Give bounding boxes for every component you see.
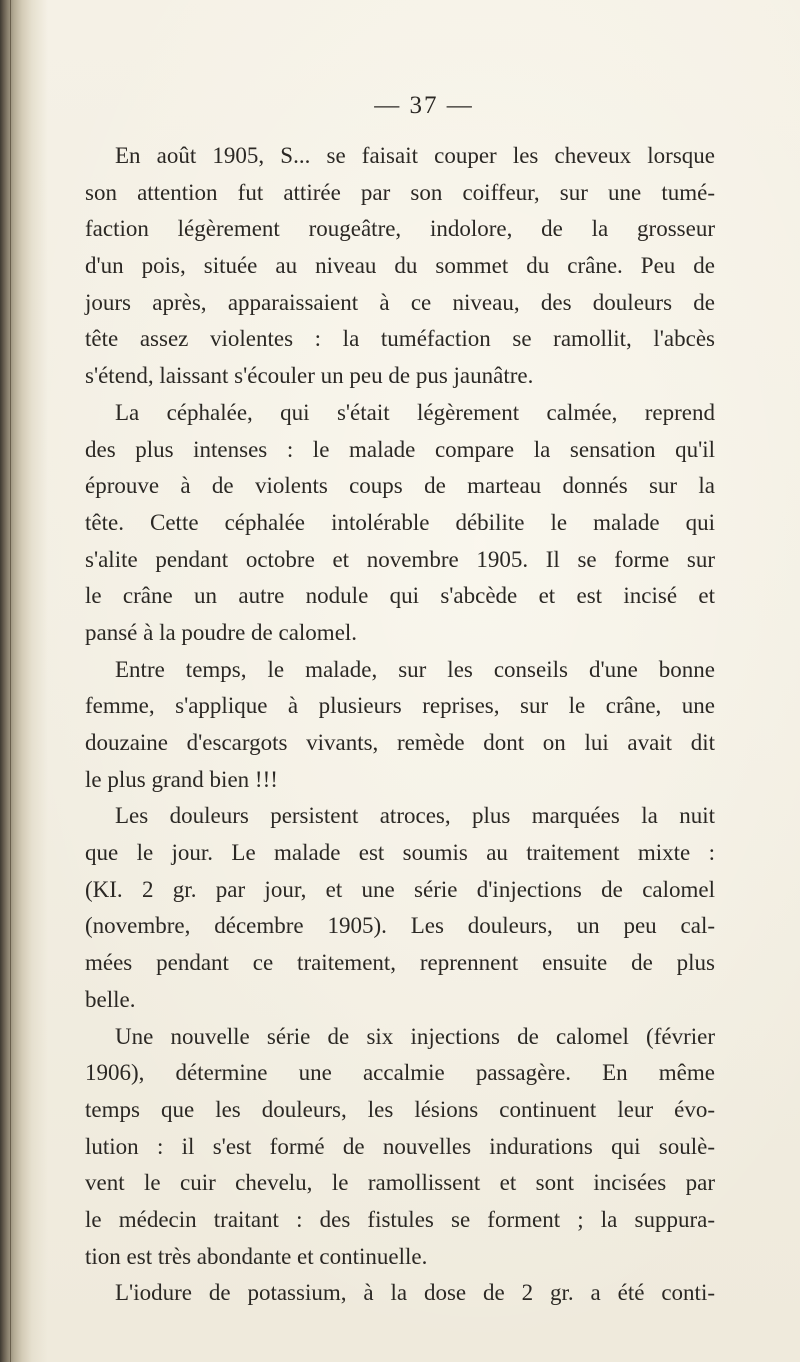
text-line: que le jour. Le malade est soumis au traitement mixte : [85,840,715,866]
text-line: (novembre, décembre 1905). Les douleurs, un peu cal- [85,913,715,939]
text-line: douzaine d'escargots vivants, remède dont on lui avait dit [85,730,715,755]
text-line: La céphalée, qui s'était légèrement calmée, reprend [115,399,715,425]
text-line: 1906), détermine une accalmie passagère. En même [85,1060,715,1086]
text-line: faction légèrement rougeâtre, indolore, de la grosseur [85,216,715,242]
book-binding-edge [0,0,48,1362]
text-line: tête. Cette céphalée intolérable débilite le malade qui [85,509,715,535]
page-number: — 37 — [374,92,474,119]
text-line: pansé à la poudre de calomel. [85,619,358,645]
text-line: lution : il s'est formé de nouvelles indurations qui soulè- [85,1133,715,1159]
text-line: En août 1905, S... se faisait couper les cheveux lorsque [115,143,715,168]
text-line: le plus grand bien !!! [85,766,278,792]
text-line: tête assez violentes : la tuméfaction se ramollit, l'abcès [85,326,715,352]
binding-shadow-line [10,0,11,1362]
text-line: s'alite pendant octobre et novembre 1905. Il se forme sur [85,546,715,572]
text-line: (KI. 2 gr. par jour, et une série d'injections de calomel [85,876,715,902]
text-line: s'étend, laissant s'écouler un peu de pus jaunâtre. [85,363,534,389]
text-line: L'iodure de potassium, à la dose de 2 gr. a été conti- [115,1280,715,1306]
text-line: d'un pois, située au niveau du sommet du crâne. Peu de [85,253,715,279]
text-line: tion est très abondante et continuelle. [85,1243,428,1269]
text-line: éprouve à de violents coups de marteau donnés sur la [85,473,715,499]
body-text [85,138,715,1312]
text-line: femme, s'applique à plusieurs reprises, sur le crâne, une [85,693,715,719]
text-line: le médecin traitant : des fistules se forment ; la suppura- [85,1206,715,1232]
text-line: Les douleurs persistent atroces, plus marquées la nuit [115,803,715,829]
text-line: des plus intenses : le malade compare la sensation qu'il [85,436,715,462]
text-line: Entre temps, le malade, sur les conseils d'une bonne [115,656,715,682]
text-line: Une nouvelle série de six injections de calomel (février [115,1023,715,1049]
text-line: le crâne un autre nodule qui s'abcède et est incisé et [85,583,715,609]
text-line: jours après, apparaissaient à ce niveau, des douleurs de [85,289,715,315]
text-line: belle. [85,986,136,1012]
text-line: temps que les douleurs, les lésions continuent leur évo- [85,1096,715,1122]
text-line: vent le cuir chevelu, le ramollissent et sont incisées par [85,1170,715,1196]
text-line: mées pendant ce traitement, reprennent ensuite de plus [85,950,715,976]
text-line: son attention fut attirée par son coiffeur, sur une tumé- [85,179,715,205]
